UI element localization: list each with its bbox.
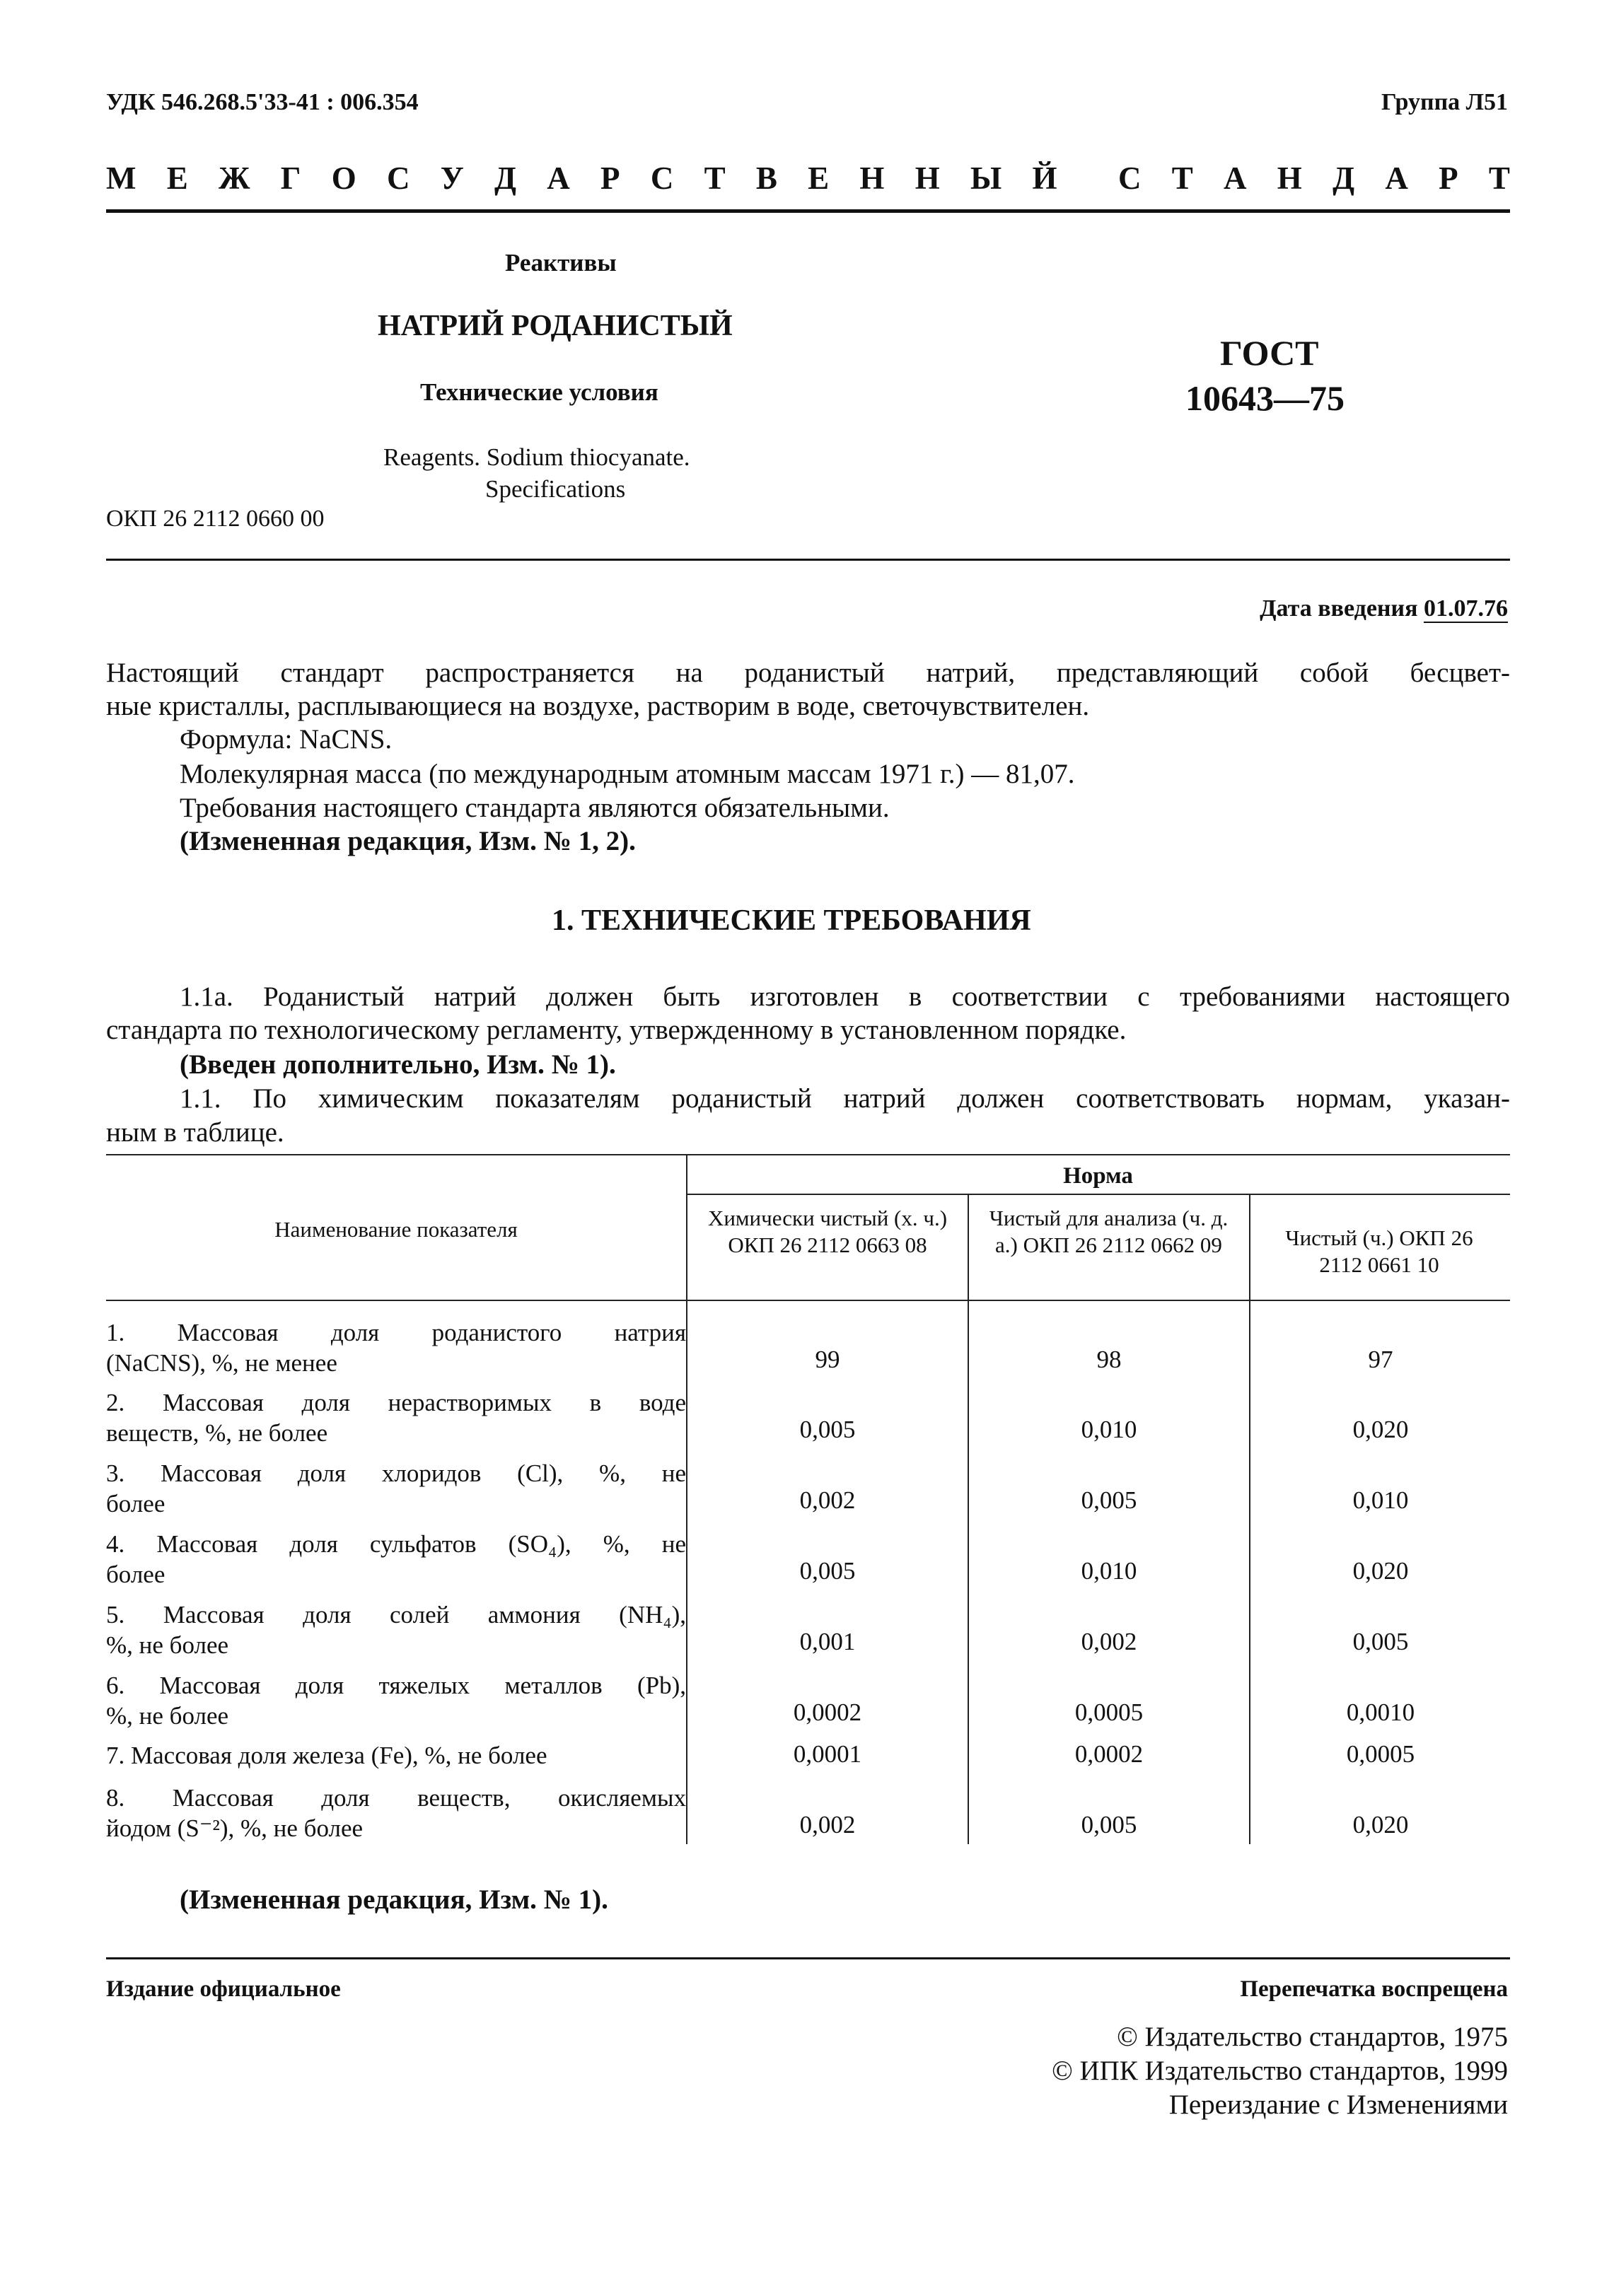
category-label: Реактивы (505, 249, 617, 276)
clause-1-1a-line2: стандарта по технологическому регламенту, утвержденному в установленном порядке. (106, 1015, 1127, 1045)
row-label-line2: более (106, 1561, 166, 1588)
row-label-line1: 5. Массовая доля солей аммония (NH₄), (106, 1601, 686, 1628)
standard-banner (106, 160, 1510, 197)
row-label-line2: %, не более (106, 1702, 229, 1730)
section-title: 1. ТЕХНИЧЕСКИЕ ТРЕБОВАНИЯ (552, 904, 1031, 937)
banner-letter: С (386, 161, 410, 196)
col-header-norm: Норма (1063, 1163, 1133, 1189)
col-header-grade-3: Чистый (ч.) ОКП 26 2112 0661 10 (1285, 1225, 1473, 1277)
banner-letter: А (547, 161, 570, 196)
row-label-line2: веществ, %, не более (106, 1419, 328, 1447)
clause-1-1a-note: (Введен дополнительно, Изм. № 1). (180, 1049, 616, 1080)
table-cell-grade-3: 97 (1368, 1346, 1393, 1373)
banner-letter: А (1385, 161, 1408, 196)
table-header-rule (106, 1300, 1510, 1301)
banner-letter: Т (1488, 161, 1510, 196)
effective-date-value: 01.07.76 (1424, 595, 1508, 622)
table-row-label (106, 1387, 686, 1448)
header-rule (106, 209, 1510, 213)
table-divider-2 (968, 1194, 969, 1844)
banner-letter: С (1117, 161, 1142, 196)
banner-letter: Н (1277, 161, 1302, 196)
table-cell-grade-1: 0,002 (799, 1486, 856, 1514)
footer-rule (106, 1957, 1510, 1959)
col-header-indicator: Наименование показателя (274, 1217, 518, 1242)
table-row-label (106, 1783, 686, 1843)
row-label-line2: (NaCNS), %, не менее (106, 1349, 337, 1377)
table-divider-1 (686, 1154, 687, 1844)
banner-letter: Н (915, 161, 940, 196)
english-title-line2: Specifications (485, 475, 626, 503)
table-cell-grade-1: 0,005 (799, 1416, 856, 1443)
banner-letter: Е (166, 161, 188, 196)
title-rule (106, 559, 1510, 561)
udk-code: УДК 546.268.5'33-41 : 006.354 (106, 89, 419, 115)
row-label-line1: 6. Массовая доля тяжелых металлов (Pb), (106, 1672, 686, 1699)
table-row-label (106, 1529, 686, 1590)
intro-paragraph-line1: Настоящий стандарт распространяется на роданистый натрий, представляющий собой бесцвет- (106, 658, 1510, 688)
table-cell-grade-2: 0,010 (1081, 1416, 1137, 1443)
banner-letter: С (650, 161, 674, 196)
clause-1-1-line2: ным в таблице. (106, 1117, 284, 1148)
table-cell-grade-3: 0,0010 (1346, 1698, 1415, 1726)
banner-letter: Н (859, 161, 885, 196)
table-cell-grade-2: 0,005 (1081, 1486, 1137, 1514)
banner-letter: Р (600, 161, 620, 196)
row-label-line1: 3. Массовая доля хлоридов (Cl), %, не (106, 1459, 686, 1487)
table-cell-grade-3: 0,020 (1352, 1557, 1409, 1585)
banner-letter: Г (280, 161, 301, 196)
table-cell-grade-3: 0,010 (1352, 1486, 1409, 1514)
banner-letter: Т (1171, 161, 1193, 196)
banner-letter: Д (1333, 161, 1355, 196)
table-cell-grade-1: 0,005 (799, 1557, 856, 1585)
table-cell-grade-2: 0,010 (1081, 1557, 1137, 1585)
table-cell-grade-3: 0,020 (1352, 1811, 1409, 1838)
gost-number: 10643—75 (1185, 378, 1345, 418)
table-cell-grade-1: 0,002 (799, 1811, 856, 1838)
gost-label: ГОСТ (1220, 333, 1319, 373)
table-row-label (106, 1740, 686, 1771)
row-label-line1: 2. Массовая доля нерастворимых в воде (106, 1389, 686, 1416)
molecular-mass-line: Молекулярная масса (по международным атомным массам 1971 г.) — 81,07. (180, 759, 1075, 789)
effective-date (1260, 595, 1508, 622)
table-cell-grade-1: 99 (815, 1346, 840, 1373)
table-cell-grade-2: 0,002 (1081, 1628, 1137, 1655)
document-subtitle: Технические условия (420, 378, 658, 406)
table-cell-grade-3: 0,0005 (1346, 1740, 1415, 1768)
table-row-label (106, 1458, 686, 1519)
copyright-1999: © ИПК Издательство стандартов, 1999 (1052, 2056, 1508, 2086)
reprint-label: Перепечатка воспрещена (1240, 1976, 1508, 2002)
banner-letter: У (440, 161, 464, 196)
row-label-line2: более (106, 1490, 166, 1517)
banner-letter: Ы (970, 161, 1002, 196)
clause-1-1a-line1: 1.1а. Роданистый натрий должен быть изготовлен в соответствии с требованиями настоящего (180, 981, 1510, 1012)
banner-letter: Й (1032, 161, 1057, 196)
english-title-line1: Reagents. Sodium thiocyanate. (383, 443, 690, 471)
norm-rule (686, 1194, 1510, 1195)
row-label-line1: 4. Массовая доля сульфатов (SO₄), %, не (106, 1530, 686, 1558)
banner-letter: Т (704, 161, 726, 196)
intro-amendment: (Измененная редакция, Изм. № 1, 2). (180, 826, 636, 856)
okp-code: ОКП 26 2112 0660 00 (106, 506, 325, 532)
col-header-grade-2: Чистый для анализа (ч. д. а.) ОКП 26 2112 0662 09 (989, 1206, 1229, 1257)
document-title: НАТРИЙ РОДАНИСТЫЙ (378, 310, 733, 342)
row-label-line2: йодом (S⁻²), %, не более (106, 1814, 364, 1842)
banner-letter: Р (1439, 161, 1458, 196)
effective-date-label: Дата введения (1260, 595, 1418, 622)
table-row-label (106, 1670, 686, 1731)
row-label-line1: 7. Массовая доля железа (Fe), %, не более (106, 1742, 547, 1769)
banner-letter: О (331, 161, 356, 196)
banner-letter: М (106, 161, 137, 196)
banner-letter: В (755, 161, 777, 196)
edition-label: Издание официальное (106, 1976, 341, 2002)
table-cell-grade-2: 0,0002 (1074, 1740, 1144, 1768)
table-cell-grade-1: 0,001 (799, 1628, 856, 1655)
col-header-grade-1: Химически чистый (х. ч.) ОКП 26 2112 0663 08 (707, 1206, 948, 1257)
row-label-line2: %, не более (106, 1631, 229, 1659)
row-label-line1: 8. Массовая доля веществ, окисляемых (106, 1784, 686, 1812)
clause-1-1-line1: 1.1. По химическим показателям роданистый натрий должен соответствовать нормам, указан- (180, 1083, 1510, 1114)
table-divider-3 (1249, 1194, 1250, 1844)
table-cell-grade-2: 98 (1096, 1346, 1122, 1373)
table-row-label (106, 1599, 686, 1660)
table-cell-grade-3: 0,020 (1352, 1416, 1409, 1443)
table-cell-grade-2: 0,0005 (1074, 1698, 1144, 1726)
group-code: Группа Л51 (1381, 89, 1508, 115)
table-cell-grade-3: 0,005 (1352, 1628, 1409, 1655)
banner-letter: Д (494, 161, 517, 196)
reissue-note: Переиздание с Изменениями (1168, 2090, 1508, 2120)
table-cell-grade-2: 0,005 (1081, 1811, 1137, 1838)
table-cell-grade-1: 0,0002 (793, 1698, 862, 1726)
banner-letter: А (1224, 161, 1247, 196)
intro-paragraph-line2: ные кристаллы, расплывающиеся на воздухе, растворим в воде, светочувствителен. (106, 691, 1090, 721)
copyright-1975: © Издательство стандартов, 1975 (1117, 2022, 1508, 2052)
formula-line: Формула: NaCNS. (180, 724, 393, 754)
table-amendment: (Измененная редакция, Изм. № 1). (180, 1884, 608, 1915)
mandatory-line: Требования настоящего стандарта являются обязательными. (180, 793, 890, 823)
table-row-label (106, 1317, 686, 1378)
table-cell-grade-1: 0,0001 (793, 1740, 862, 1768)
banner-letter: Е (808, 161, 830, 196)
row-label-line1: 1. Массовая доля роданистого натрия (106, 1319, 686, 1346)
table-top-rule (106, 1154, 1510, 1155)
banner-letter: Ж (219, 161, 250, 196)
